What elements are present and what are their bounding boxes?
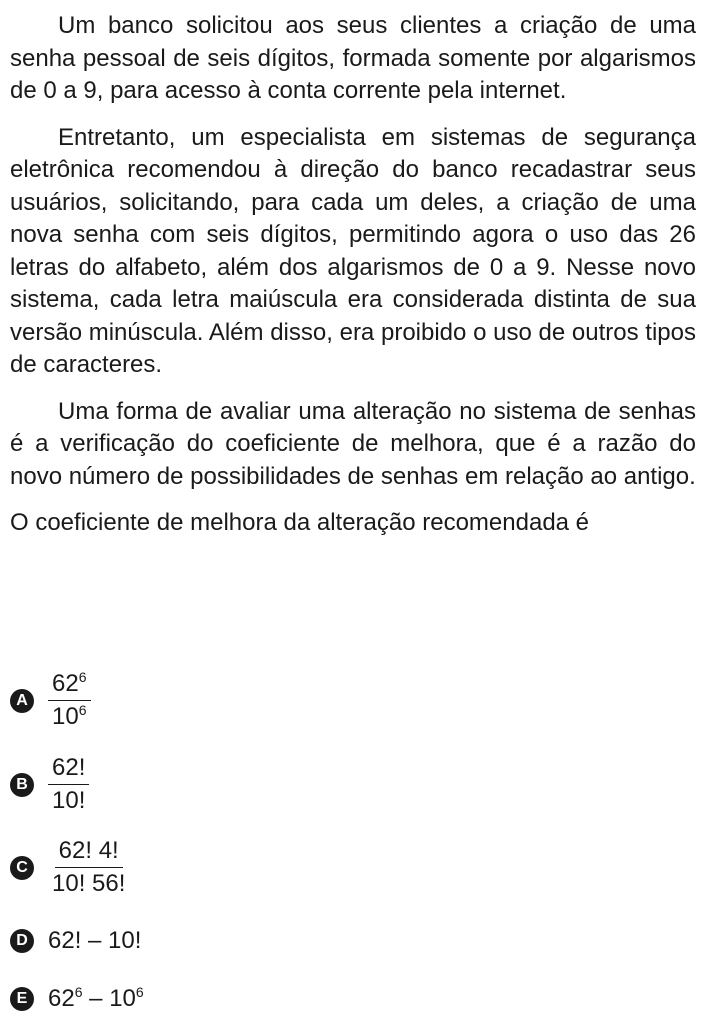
option-e-exponent-2: 6	[135, 984, 144, 1000]
option-b-badge: B	[10, 773, 34, 797]
question-prompt: O coeficiente de melhora da alteração recomendada é	[10, 509, 590, 536]
option-b-fraction	[48, 754, 89, 815]
option-a-den-base: 10	[52, 703, 79, 730]
option-a-numerator	[48, 670, 91, 701]
option-a-num-base: 62	[52, 670, 79, 697]
option-c[interactable]	[10, 837, 129, 898]
option-b-denominator: 10!	[52, 787, 86, 814]
option-d-expression: 62! – 10!	[48, 927, 142, 954]
option-e-base-2: 10	[109, 985, 136, 1012]
option-e-base-1: 62	[48, 985, 75, 1012]
paragraph-2: Entretanto, um especialista em sistemas de segurança eletrônica recomendou à direção do banco recadastrar seus usuários, solicitando, para cada um deles, a criação de uma nova senha com seis dígitos, permitindo agora o uso das 26 letras do alfabeto, além dos algarismos de 0 a 9. Nesse novo sistema, cada letra maiúscula era considerada distinta de sua versão minúscula. Além disso, era proibido o uso de outros tipos de caracteres.	[10, 123, 696, 378]
option-d[interactable]	[10, 926, 141, 956]
question-text	[10, 10, 696, 540]
option-e-badge: E	[10, 987, 34, 1011]
option-a-num-exponent: 6	[78, 669, 87, 685]
option-c-numerator: 62! 4!	[55, 837, 123, 868]
option-a-badge: A	[10, 689, 34, 713]
option-a[interactable]	[10, 670, 91, 731]
paragraph-3: Uma forma de avaliar uma alteração no sistema de senhas é a verificação do coeficiente de melhora, que é a razão do novo número de possibilidades de senhas em relação ao antigo.	[10, 397, 696, 490]
option-c-badge: C	[10, 856, 34, 880]
option-a-denominator	[48, 701, 91, 731]
option-e[interactable]	[10, 984, 144, 1014]
option-e-exponent-1: 6	[74, 984, 83, 1000]
option-e-minus: –	[82, 985, 110, 1012]
option-a-fraction	[48, 670, 91, 731]
option-d-badge: D	[10, 929, 34, 953]
option-b-numerator: 62!	[48, 754, 89, 785]
paragraph-1: Um banco solicitou aos seus clientes a criação de uma senha pessoal de seis dígitos, formada somente por algarismos de 0 a 9, para acesso à conta corrente pela internet.	[10, 12, 696, 104]
option-c-denominator: 10! 56!	[52, 870, 126, 897]
option-e-expression	[48, 984, 144, 1014]
option-b[interactable]	[10, 754, 89, 815]
option-c-fraction	[48, 837, 129, 898]
option-a-den-exponent: 6	[78, 702, 87, 718]
